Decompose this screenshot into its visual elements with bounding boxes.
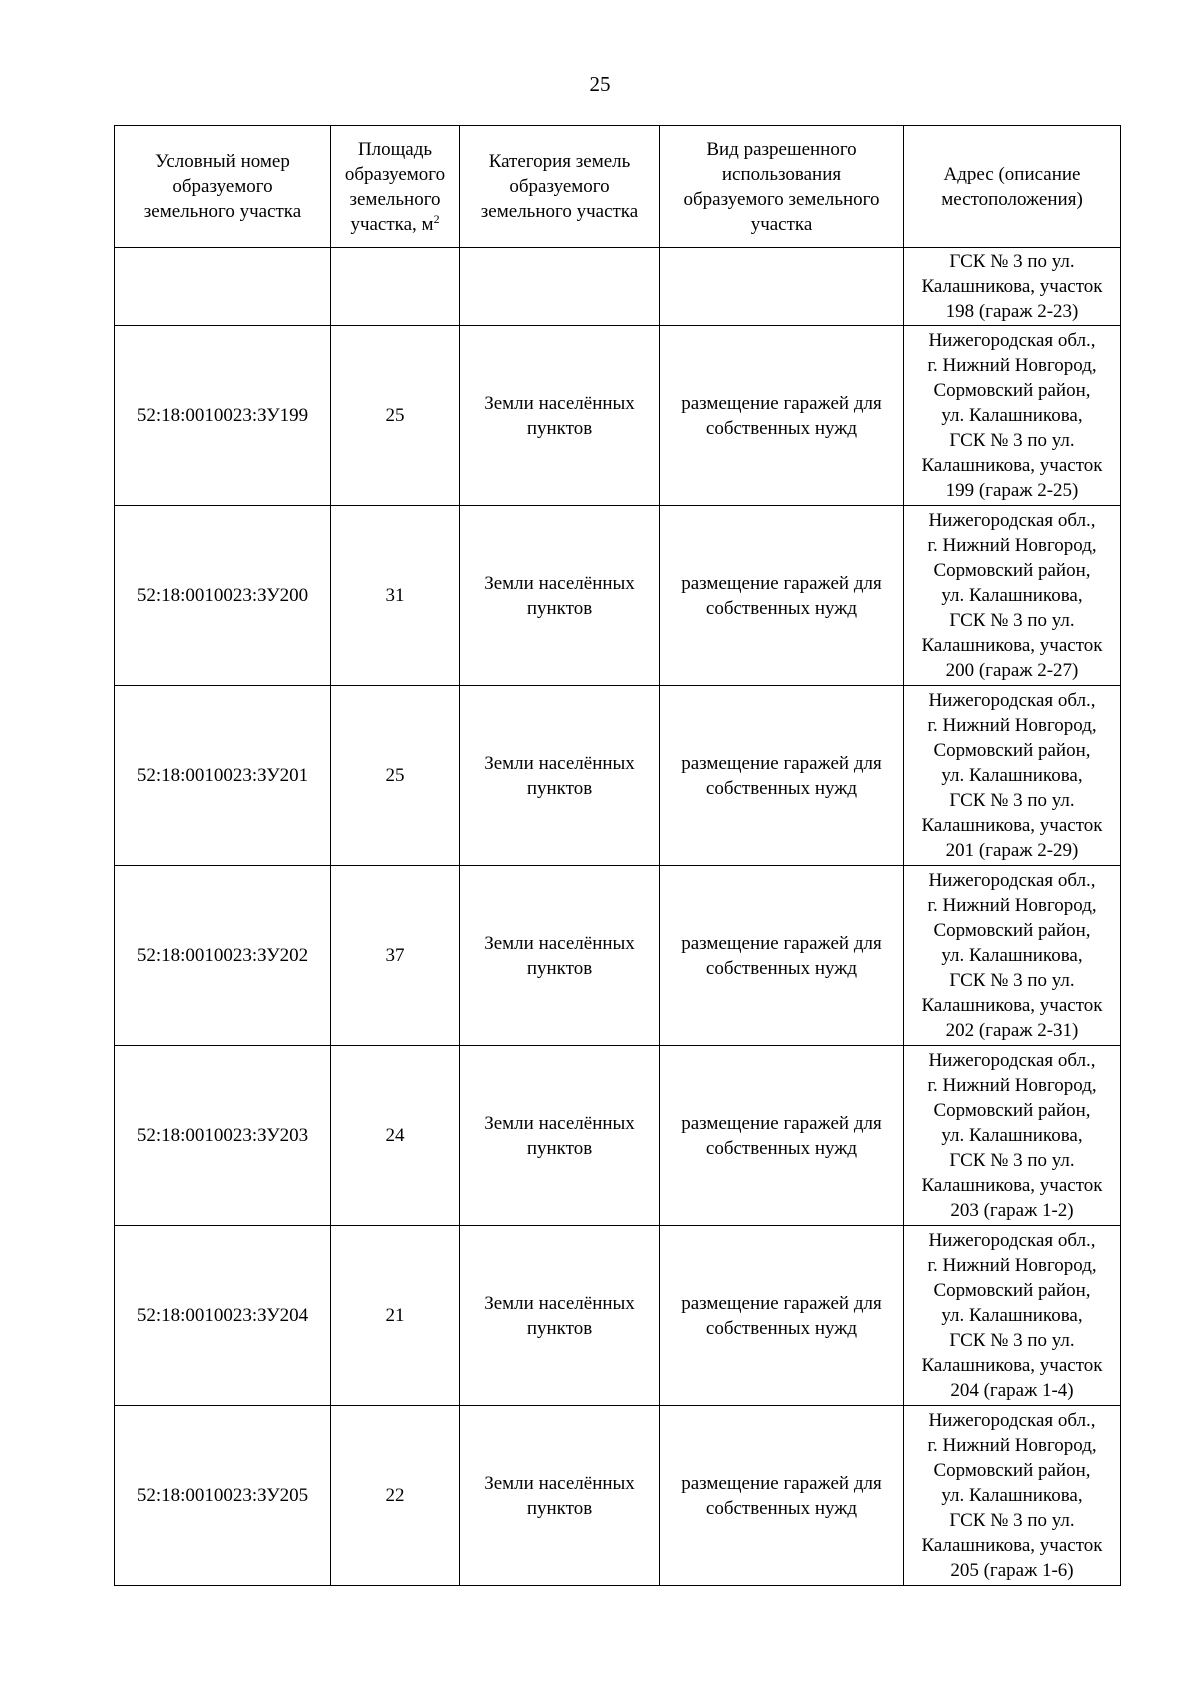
cell-plot-id: 52:18:0010023:ЗУ202 — [115, 866, 331, 1046]
cell-plot-id: 52:18:0010023:ЗУ204 — [115, 1226, 331, 1406]
cell-land-category: Земли населённых пунктов — [460, 1226, 660, 1406]
table-row — [115, 1046, 1121, 1226]
header-address: Адрес (описание местоположения) — [904, 126, 1121, 248]
table-row — [115, 686, 1121, 866]
cell-plot-id: 52:18:0010023:ЗУ199 — [115, 326, 331, 506]
header-area — [331, 126, 460, 248]
cell-permitted-use: размещение гаражей для собственных нужд — [660, 326, 904, 506]
table-row — [115, 1406, 1121, 1586]
cell-address: Нижегородская обл., г. Нижний Новгород, Сормовский район, ул. Калашникова, ГСК № 3 по ул. Калашникова, участок 202 (гараж 2-31) — [904, 866, 1121, 1046]
table-row — [115, 506, 1121, 686]
cell-address: Нижегородская обл., г. Нижний Новгород, Сормовский район, ул. Калашникова, ГСК № 3 по ул. Калашникова, участок 203 (гараж 1-2) — [904, 1046, 1121, 1226]
cell-land-category — [460, 248, 660, 326]
cell-address: Нижегородская обл., г. Нижний Новгород, Сормовский район, ул. Калашникова, ГСК № 3 по ул. Калашникова, участок 201 (гараж 2-29) — [904, 686, 1121, 866]
cell-address: Нижегородская обл., г. Нижний Новгород, Сормовский район, ул. Калашникова, ГСК № 3 по ул. Калашникова, участок 199 (гараж 2-25) — [904, 326, 1121, 506]
table-row — [115, 1226, 1121, 1406]
header-plot-id: Условный номер образуемого земельного участка — [115, 126, 331, 248]
table-row — [115, 326, 1121, 506]
cell-permitted-use — [660, 248, 904, 326]
cell-land-category: Земли населённых пунктов — [460, 1406, 660, 1586]
header-area-unit-power: 2 — [433, 211, 440, 226]
header-area-label: Площадь образуемого земельного участка, м — [344, 138, 446, 235]
cell-plot-id: 52:18:0010023:ЗУ200 — [115, 506, 331, 686]
cell-area: 22 — [331, 1406, 460, 1586]
cell-permitted-use: размещение гаражей для собственных нужд — [660, 1226, 904, 1406]
page-number: 25 — [589, 72, 611, 96]
cell-land-category: Земли населённых пунктов — [460, 506, 660, 686]
cell-permitted-use: размещение гаражей для собственных нужд — [660, 686, 904, 866]
table-row — [115, 866, 1121, 1046]
cell-area: 37 — [331, 866, 460, 1046]
cell-plot-id — [115, 248, 331, 326]
cell-land-category: Земли населённых пунктов — [460, 866, 660, 1046]
cell-permitted-use: размещение гаражей для собственных нужд — [660, 866, 904, 1046]
cell-area: 31 — [331, 506, 460, 686]
table-row-continuation — [115, 248, 1121, 326]
cell-land-category: Земли населённых пунктов — [460, 1046, 660, 1226]
cell-permitted-use: размещение гаражей для собственных нужд — [660, 1046, 904, 1226]
header-land-category: Категория земель образуемого земельного участка — [460, 126, 660, 248]
cell-plot-id: 52:18:0010023:ЗУ201 — [115, 686, 331, 866]
cell-area: 24 — [331, 1046, 460, 1226]
cell-area: 25 — [331, 686, 460, 866]
cell-area: 25 — [331, 326, 460, 506]
cell-area — [331, 248, 460, 326]
cell-plot-id: 52:18:0010023:ЗУ205 — [115, 1406, 331, 1586]
cell-permitted-use: размещение гаражей для собственных нужд — [660, 1406, 904, 1586]
header-permitted-use: Вид разрешенного использования образуемого земельного участка — [660, 126, 904, 248]
cell-address: ГСК № 3 по ул. Калашникова, участок 198 (гараж 2-23) — [904, 248, 1121, 326]
cell-land-category: Земли населённых пунктов — [460, 326, 660, 506]
table-header-row — [115, 126, 1121, 248]
cell-address: Нижегородская обл., г. Нижний Новгород, Сормовский район, ул. Калашникова, ГСК № 3 по ул. Калашникова, участок 200 (гараж 2-27) — [904, 506, 1121, 686]
cell-permitted-use: размещение гаражей для собственных нужд — [660, 506, 904, 686]
land-plots-table — [114, 125, 1121, 1586]
cell-area: 21 — [331, 1226, 460, 1406]
cell-address: Нижегородская обл., г. Нижний Новгород, Сормовский район, ул. Калашникова, ГСК № 3 по ул. Калашникова, участок 205 (гараж 1-6) — [904, 1406, 1121, 1586]
cell-land-category: Земли населённых пунктов — [460, 686, 660, 866]
cell-plot-id: 52:18:0010023:ЗУ203 — [115, 1046, 331, 1226]
cell-address: Нижегородская обл., г. Нижний Новгород, Сормовский район, ул. Калашникова, ГСК № 3 по ул. Калашникова, участок 204 (гараж 1-4) — [904, 1226, 1121, 1406]
